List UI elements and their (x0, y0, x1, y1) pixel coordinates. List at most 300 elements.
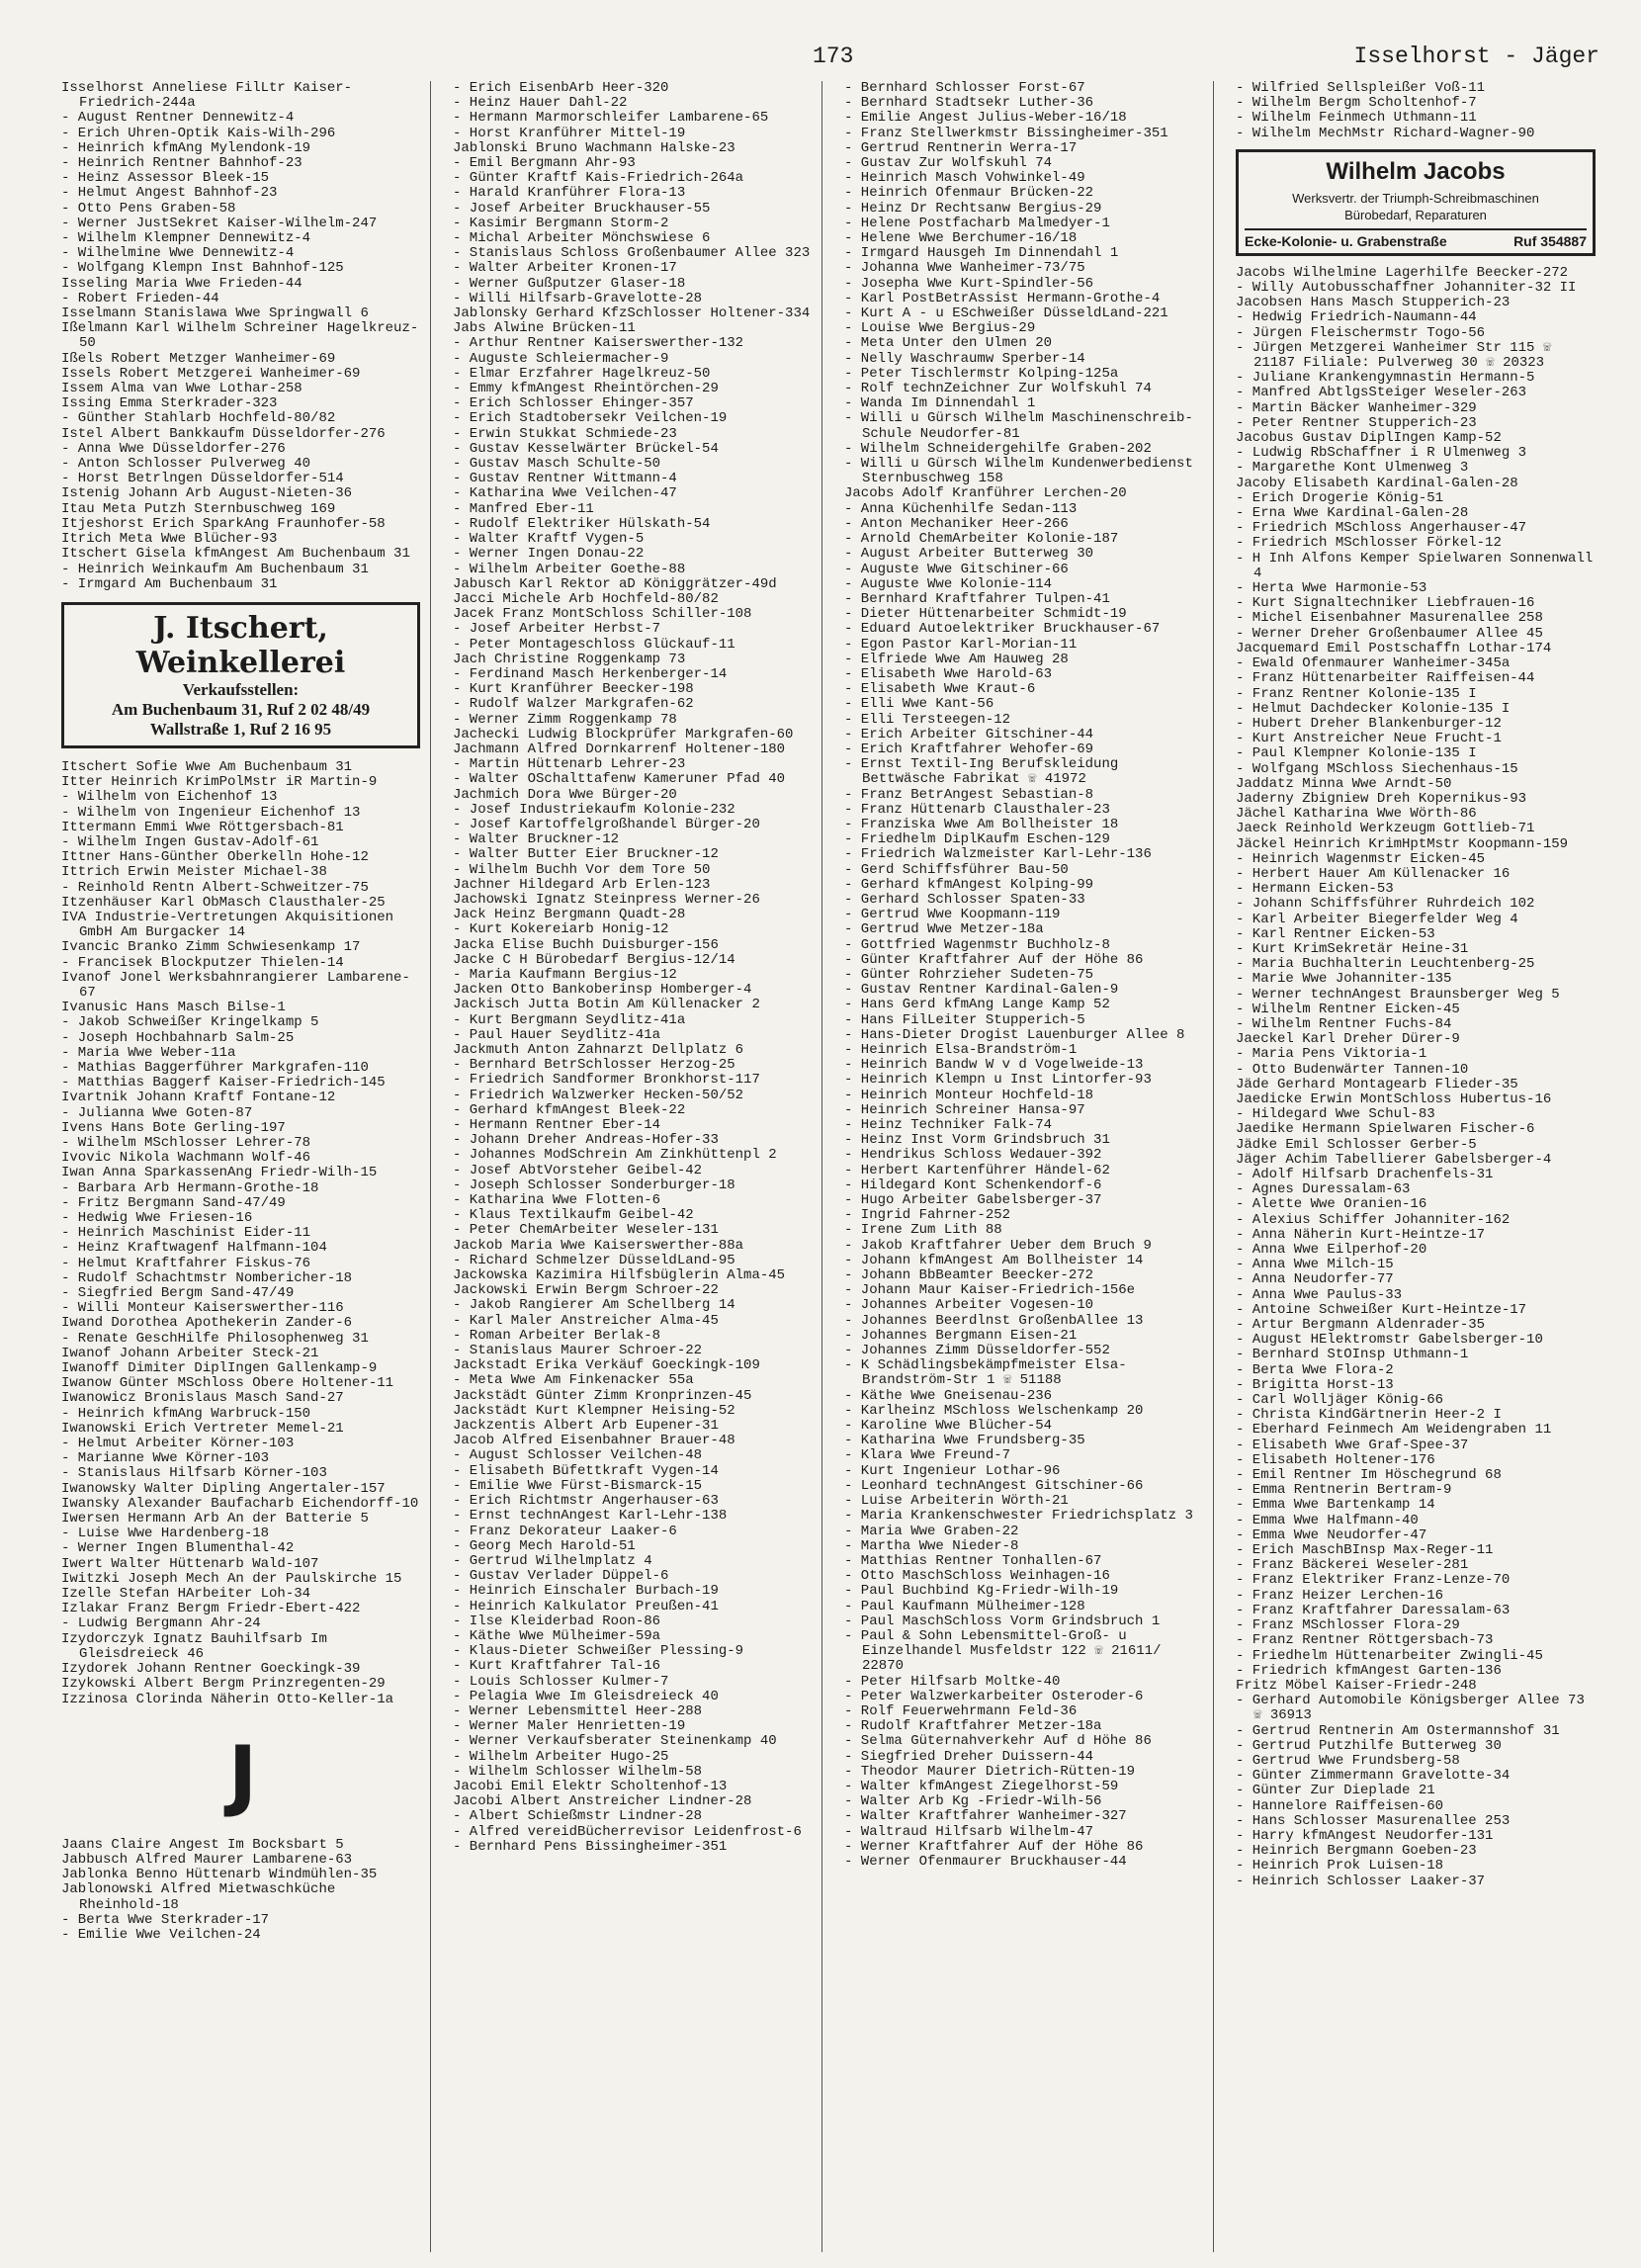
directory-entry: Ivartnik Johann Kraftf Fontane-12 (61, 1090, 336, 1106)
directory-entry: - Ferdinand Masch Herkenberger-14 (453, 665, 728, 682)
directory-entry: - Gustav Masch Schulte-50 (453, 456, 661, 473)
directory-entry: - Karl Maler Anstreicher Alma-45 (453, 1312, 719, 1329)
directory-entry: - Hedwig Friedrich-Naumann-44 (1236, 309, 1477, 326)
column-3 (844, 81, 1214, 2252)
directory-entry: - Kurt Kokereiarb Honig-12 (453, 921, 669, 938)
directory-entry: - Gertrud Wwe Koopmann-119 (844, 907, 1061, 923)
directory-entry: - Johann Dreher Andreas-Hofer-33 (453, 1132, 719, 1149)
directory-entry: - Francisek Blockputzer Thielen-14 (61, 954, 344, 971)
directory-entry: - Wilhelm Rentner Eicken-45 (1236, 1001, 1460, 1017)
column-4-entries-bottom (1236, 266, 1599, 1889)
directory-entry: - Emmy kfmAngest Rheintörchen-29 (453, 381, 719, 397)
directory-entry: - Ingrid Fahrner-252 (844, 1207, 1011, 1224)
directory-entry: - Anna Näherin Kurt-Heintze-17 (1236, 1226, 1486, 1243)
directory-entry: - Reinhold Rentn Albert-Schweitzer-75 (61, 879, 369, 896)
directory-entry: - Georg Mech Harold-51 (453, 1537, 636, 1554)
directory-entry: Jaderny Zbigniew Dreh Kopernikus-93 (1236, 790, 1527, 807)
directory-entry: Ißelmann Karl Wilhelm Schreiner Hagelkreuz-50 (61, 320, 419, 352)
directory-entry: - Johannes Zimm Düsseldorfer-552 (844, 1343, 1110, 1359)
page-header (0, 0, 1641, 77)
directory-entry: - Anna Wwe Milch-15 (1236, 1257, 1394, 1273)
directory-entry: - Hubert Dreher Blankenburger-12 (1236, 715, 1502, 732)
directory-entry: - Hugo Arbeiter Gabelsberger-37 (844, 1192, 1102, 1209)
directory-entry: Jacob Alfred Eisenbahner Brauer-48 (453, 1433, 735, 1449)
directory-entry: Ivanof Jonel Werksbahnrangierer Lambarene-67 (61, 969, 410, 1001)
directory-entry: Ivanusic Hans Masch Bilse-1 (61, 1000, 286, 1016)
directory-entry: Jacobus Gustav DiplIngen Kamp-52 (1236, 430, 1502, 447)
directory-entry: - Katharina Wwe Frundsberg-35 (844, 1433, 1085, 1449)
directory-entry: - Erich Schlosser Ehinger-357 (453, 395, 694, 412)
directory-entry: - Heinrich Bergmann Goeben-23 (1236, 1843, 1477, 1860)
running-head: Isselhorst - Jäger (1353, 44, 1599, 69)
directory-entry: - Gustav Verlader Düppel-6 (453, 1568, 669, 1585)
ad-title: J. Itschert, Weinkellerei (135, 610, 346, 680)
directory-entry: - Siegfried Dreher Duissern-44 (844, 1748, 1094, 1765)
directory-entry: - Elisabeth Wwe Harold-63 (844, 665, 1053, 682)
directory-entry: Isselmann Stanislawa Wwe Springwall 6 (61, 305, 369, 322)
directory-entry: - Franz BetrAngest Sebastian-8 (844, 786, 1094, 803)
directory-entry: - Wilhelm Schneidergehilfe Graben-202 (844, 440, 1152, 457)
directory-entry: - Emilie Angest Julius-Weber-16/18 (844, 110, 1127, 127)
directory-entry: - Heinrich Elsa-Brandström-1 (844, 1042, 1078, 1058)
directory-entry: - Käthe Wwe Mülheimer-59a (453, 1627, 661, 1644)
directory-entry: Istenig Johann Arb August-Nieten-36 (61, 485, 353, 502)
directory-entry: Jacken Otto Bankoberinsp Homberger-4 (453, 982, 752, 999)
directory-entry: - Harry kfmAngest Neudorfer-131 (1236, 1827, 1494, 1844)
directory-entry: - Wilhelm Arbeiter Goethe-88 (453, 561, 686, 577)
directory-entry: - Heinz Techniker Falk-74 (844, 1117, 1053, 1134)
directory-entry: - Wilhelm Ingen Gustav-Adolf-61 (61, 833, 319, 850)
directory-entry: Izydorek Johann Rentner Goeckingk-39 (61, 1661, 361, 1678)
directory-entry: - Friedrich Walzmeister Karl-Lehr-136 (844, 846, 1152, 863)
directory-entry: - Maria Wwe Weber-11a (61, 1044, 236, 1061)
directory-entry: Iwanowicz Bronislaus Masch Sand-27 (61, 1390, 344, 1407)
directory-entry: - Heinrich Einschaler Burbach-19 (453, 1583, 719, 1600)
directory-entry: - Jürgen Metzgerei Wanheimer Str 115 ☏ 21187 Filiale: Pulverweg 30 ☏ 20323 (1236, 339, 1552, 372)
directory-entry: Iwan Anna SparkassenAng Friedr-Wilh-15 (61, 1165, 378, 1181)
directory-entry: - Franz Elektriker Franz-Lenze-70 (1236, 1572, 1511, 1589)
directory-entry: - Ludwig Bergmann Ahr-24 (61, 1615, 261, 1632)
directory-entry: Jabbusch Alfred Maurer Lambarene-63 (61, 1851, 353, 1868)
directory-entry: - Peter ChemArbeiter Weseler-131 (453, 1222, 719, 1239)
directory-entry: - Peter Tischlermstr Kolping-125a (844, 365, 1119, 382)
directory-entry: - Peter Hilfsarb Moltke-40 (844, 1673, 1061, 1690)
directory-entry: - Harald Kranführer Flora-13 (453, 185, 686, 202)
directory-entry: Ittner Hans-Günther Oberkelln Hohe-12 (61, 849, 369, 866)
directory-entry: - Erna Wwe Kardinal-Galen-28 (1236, 505, 1469, 522)
directory-entry: - Günter Kraftf Kais-Friedrich-264a (453, 170, 744, 187)
directory-entry: - Karlheinz MSchloss Welschenkamp 20 (844, 1402, 1144, 1419)
directory-entry: - Kurt Kraftfahrer Tal-16 (453, 1658, 661, 1675)
directory-entry: Jaeck Reinhold Werkzeugm Gottlieb-71 (1236, 821, 1535, 837)
directory-entry: - Antoine Schweißer Kurt-Heintze-17 (1236, 1301, 1527, 1318)
directory-entry: - Herbert Hauer Am Küllenacker 16 (1236, 865, 1511, 882)
directory-entry: - Heinrich Monteur Hochfeld-18 (844, 1087, 1094, 1103)
directory-entry: - Franz Heizer Lerchen-16 (1236, 1587, 1444, 1604)
directory-entry: Jäckel Heinrich KrimHptMstr Koopmann-159 (1236, 835, 1569, 852)
directory-entry: - Ernst Textil-Ing Berufskleidung Bettwäsche Fabrikat ☏ 41972 (844, 756, 1119, 788)
directory-entry: - Marianne Wwe Körner-103 (61, 1450, 270, 1467)
directory-entry: - Gertrud Rentnerin Werra-17 (844, 139, 1078, 156)
directory-entry: - Kurt Kranführer Beecker-198 (453, 681, 694, 698)
directory-entry: - Gustav Rentner Wittmann-4 (453, 471, 677, 487)
directory-entry: - Heinrich Ofenmaur Brücken-22 (844, 185, 1094, 202)
directory-entry: Jacoby Elisabeth Kardinal-Galen-28 (1236, 475, 1518, 491)
directory-entry: - Waltraud Hilfsarb Wilhelm-47 (844, 1823, 1094, 1840)
directory-entry: Jacobs Wilhelmine Lagerhilfe Beecker-272 (1236, 264, 1569, 281)
directory-entry: - Mathias Baggerführer Markgrafen-110 (61, 1059, 369, 1076)
directory-entry: - Emma Wwe Halfmann-40 (1236, 1512, 1419, 1528)
directory-entry: - Wilhelm Klempner Dennewitz-4 (61, 230, 311, 247)
directory-entry: - Fritz Bergmann Sand-47/49 (61, 1194, 286, 1211)
directory-entry: - Rudolf Walzer Markgrafen-62 (453, 696, 694, 713)
directory-entry: - Carl Wolljäger König-66 (1236, 1392, 1444, 1409)
directory-entry: Iwanoff Dimiter DiplIngen Gallenkamp-9 (61, 1360, 378, 1377)
directory-entry: - Willy Autobusschaffner Johanniter-32 II (1236, 280, 1577, 297)
directory-entry: Jabs Alwine Brücken-11 (453, 320, 636, 337)
directory-entry: - Berta Wwe Flora-2 (1236, 1361, 1394, 1378)
directory-entry: - Hans FilLeiter Stupperich-5 (844, 1011, 1085, 1028)
directory-entry: - Josef Arbeiter Bruckhauser-55 (453, 200, 711, 217)
section-letter: J (227, 1730, 258, 1820)
directory-entry: - Franz Bäckerei Weseler-281 (1236, 1557, 1469, 1574)
directory-entry: - Johann BbBeamter Beecker-272 (844, 1267, 1094, 1284)
directory-entry: - Kurt A - u ESchweißer DüsseldLand-221 (844, 305, 1168, 322)
directory-entry: Jacka Elise Buchh Duisburger-156 (453, 936, 719, 953)
column-2-entries (453, 81, 816, 1855)
directory-entry: - Willi u Gürsch Wilhelm Kundenwerbedienst Sternbuschweg 158 (844, 456, 1193, 487)
directory-entry: - Anna Wwe Paulus-33 (1236, 1286, 1403, 1303)
directory-entry: - Friedrich MSchloss Angerhauser-47 (1236, 520, 1527, 537)
column-4-entries-top (1236, 81, 1599, 141)
directory-entry: - Alette Wwe Oranien-16 (1236, 1196, 1427, 1213)
directory-entry: - Franz Hüttenarbeiter Raiffeisen-44 (1236, 670, 1535, 687)
directory-entry: - Franz Stellwerkmstr Bissingheimer-351 (844, 125, 1168, 141)
directory-entry: Izzinosa Clorinda Näherin Otto-Keller-1a (61, 1691, 394, 1707)
directory-entry: - Emma Wwe Neudorfer-47 (1236, 1527, 1427, 1543)
directory-entry: - Egon Pastor Karl-Morian-11 (844, 636, 1078, 653)
directory-entry: - Bernhard Stadtsekr Luther-36 (844, 95, 1094, 112)
directory-entry: - Johannes Beerdlnst GroßenbAllee 13 (844, 1312, 1144, 1329)
directory-entry: Izelle Stefan HArbeiter Loh-34 (61, 1586, 311, 1603)
column-3-entries (844, 81, 1207, 1870)
directory-entry: - Meta Unter den Ulmen 20 (844, 335, 1053, 352)
directory-entry: - Elli Wwe Kant-56 (844, 696, 994, 713)
directory-entry: - Heinrich Rentner Bahnhof-23 (61, 155, 302, 172)
directory-entry: - Willi Monteur Kaiserswerther-116 (61, 1300, 344, 1317)
directory-entry: - Michel Eisenbahner Masurenallee 258 (1236, 610, 1543, 627)
directory-entry: Jaans Claire Angest Im Bocksbart 5 (61, 1836, 344, 1853)
directory-entry: - Anton Schlosser Pulverweg 40 (61, 456, 311, 473)
directory-entry: Iwanowski Erich Vertreter Memel-21 (61, 1420, 344, 1437)
directory-entry: - Bernhard Schlosser Forst-67 (844, 81, 1085, 96)
directory-entry: - Juliane Krankengymnastin Hermann-5 (1236, 370, 1535, 387)
directory-entry: - Wilhelm Feinmech Uthmann-11 (1236, 110, 1477, 127)
directory-entry: - Wilfried Sellspleißer Voß-11 (1236, 81, 1486, 96)
directory-entry: Jackob Maria Wwe Kaiserswerther-88a (453, 1237, 744, 1254)
directory-entry: - Helene Wwe Berchumer-16/18 (844, 230, 1078, 247)
directory-entry: Jabusch Karl Rektor aD Königgrätzer-49d (453, 575, 777, 592)
directory-entry: Itzenhäuser Karl ObMasch Clausthaler-25 (61, 894, 386, 911)
directory-entry: Izydorczyk Ignatz Bauhilfsarb Im Gleisdreieck 46 (61, 1630, 327, 1662)
directory-entry: Isseling Maria Wwe Frieden-44 (61, 275, 302, 292)
directory-entry: - Anna Neudorfer-77 (1236, 1271, 1394, 1288)
directory-entry: - Ilse Kleiderbad Roon-86 (453, 1613, 661, 1629)
directory-entry: - Jakob Schweißer Kringelkamp 5 (61, 1014, 319, 1031)
directory-entry: - Walter OSchalttafenw Kameruner Pfad 40 (453, 771, 786, 788)
directory-entry: Fritz Möbel Kaiser-Friedr-248 (1236, 1677, 1477, 1694)
directory-entry: - Willi u Gürsch Wilhelm Maschinenschreib-Schule Neudorfer-81 (844, 410, 1193, 442)
directory-entry: Jablonsky Gerhard KfzSchlosser Holtener-334 (453, 305, 811, 322)
directory-entry: - Josepha Wwe Kurt-Spindler-56 (844, 275, 1094, 292)
directory-entry: - Emil Rentner Im Höschegrund 68 (1236, 1467, 1502, 1484)
directory-entry: - Wilhelm MechMstr Richard-Wagner-90 (1236, 125, 1535, 141)
directory-entry: - Wilhelm Arbeiter Hugo-25 (453, 1748, 669, 1765)
directory-entry: - Elfriede Wwe Am Hauweg 28 (844, 651, 1069, 667)
directory-entry: - Peter Walzwerkarbeiter Osteroder-6 (844, 1688, 1144, 1704)
directory-entry: - Roman Arbeiter Berlak-8 (453, 1327, 661, 1344)
directory-entry: - K Schädlingsbekämpfmeister Elsa-Brandström-Str 1 ☏ 51188 (844, 1357, 1127, 1389)
directory-entry: - Emilie Wwe Veilchen-24 (61, 1926, 261, 1943)
directory-entry: - Heinrich Wagenmstr Eicken-45 (1236, 850, 1486, 867)
directory-entry: - Wilhelm Schlosser Wilhelm-58 (453, 1763, 703, 1780)
directory-entry: - Bernhard Kraftfahrer Tulpen-41 (844, 590, 1110, 607)
directory-entry: - Werner Verkaufsberater Steinenkamp 40 (453, 1733, 777, 1750)
directory-entry: Jäger Achim Tabellierer Gabelsberger-4 (1236, 1151, 1552, 1168)
directory-entry: - Elmar Erzfahrer Hagelkreuz-50 (453, 365, 711, 382)
directory-entry: Jackstadt Erika Verkäuf Goeckingk-109 (453, 1357, 760, 1374)
directory-entry: - Paul MaschSchloss Vorm Grindsbruch 1 (844, 1613, 1161, 1629)
directory-entry: - Klaus-Dieter Schweißer Plessing-9 (453, 1643, 744, 1660)
directory-entry: - Walter Butter Eier Bruckner-12 (453, 846, 719, 863)
directory-entry: - Emil Bergmann Ahr-93 (453, 155, 636, 172)
directory-entry: - Maria Buchhalterin Leuchtenberg-25 (1236, 956, 1535, 973)
directory-entry: Isselhorst Anneliese FilLtr Kaiser-Friedrich-244a (61, 81, 353, 112)
directory-entry: - Ludwig RbSchaffner i R Ulmenweg 3 (1236, 445, 1527, 462)
directory-entry: - Gertrud Wilhelmplatz 4 (453, 1552, 652, 1569)
directory-entry: - Artur Bergmann Aldenrader-35 (1236, 1317, 1486, 1334)
directory-entry: - Wilhelm Bergm Scholtenhof-7 (1236, 95, 1477, 112)
directory-entry: Jacobsen Hans Masch Stupperich-23 (1236, 295, 1511, 311)
directory-entry: Jaeckel Karl Dreher Dürer-9 (1236, 1031, 1460, 1048)
directory-entry: - Friedhelm DiplKaufm Eschen-129 (844, 831, 1110, 848)
directory-entry: - Irene Zum Lith 88 (844, 1222, 1002, 1239)
directory-entry: - Elisabeth Büfettkraft Vygen-14 (453, 1462, 719, 1479)
directory-entry: - Maria Krankenschwester Friedrichsplatz 3 (844, 1508, 1193, 1525)
directory-entry: - Heinz Inst Vorm Grindsbruch 31 (844, 1132, 1110, 1149)
directory-entry: - Otto MaschSchloss Weinhagen-16 (844, 1568, 1110, 1585)
ad-phone: Ruf 354887 (1513, 232, 1587, 249)
directory-entry: - Horst Kranführer Mittel-19 (453, 125, 686, 141)
directory-entry: - Manfred AbtlgsSteiger Weseler-263 (1236, 385, 1527, 401)
directory-entry: Itschert Gisela kfmAngest Am Buchenbaum 31 (61, 546, 410, 563)
directory-entry: - Hannelore Raiffeisen-60 (1236, 1797, 1444, 1814)
directory-entry: - Elisabeth Holtener-176 (1236, 1451, 1435, 1468)
directory-entry: - Theodor Maurer Dietrich-Rütten-19 (844, 1763, 1136, 1780)
directory-entry: - Erich EisenbArb Heer-320 (453, 81, 669, 96)
directory-entry: - Günter Kraftfahrer Auf der Höhe 86 (844, 951, 1144, 968)
directory-entry: - Heinrich Schreiner Hansa-97 (844, 1101, 1085, 1118)
directory-entry: - Wolfgang MSchloss Siechenhaus-15 (1236, 760, 1518, 777)
column-1-entries-top (61, 81, 424, 592)
directory-entry: Jäde Gerhard Montagearb Flieder-35 (1236, 1076, 1518, 1092)
directory-entry: - Friedhelm Hüttenarbeiter Zwingli-45 (1236, 1647, 1543, 1664)
directory-entry: Jacobi Emil Elektr Scholtenhof-13 (453, 1778, 728, 1794)
directory-entry: - Franziska Wwe Am Bollheister 18 (844, 816, 1119, 832)
directory-entry: - Josef Industriekaufm Kolonie-232 (453, 801, 735, 818)
directory-entry: - Friedrich Sandformer Bronkhorst-117 (453, 1072, 760, 1089)
directory-entry: - Leonhard technAngest Gitschiner-66 (844, 1477, 1144, 1494)
directory-entry: - Paul Klempner Kolonie-135 I (1236, 745, 1477, 762)
directory-entry: - Wilhelm von Eichenhof 13 (61, 789, 278, 806)
directory-entry: Jablonski Bruno Wachmann Halske-23 (453, 139, 735, 156)
directory-entry: - Rudolf Schachtmstr Nombericher-18 (61, 1269, 353, 1286)
directory-entry: IVA Industrie-Vertretungen Akquisitionen GmbH Am Burgacker 14 (61, 909, 394, 941)
directory-entry: Itschert Sofie Wwe Am Buchenbaum 31 (61, 758, 353, 775)
directory-entry: - Erich Uhren-Optik Kais-Wilh-296 (61, 125, 336, 141)
directory-entry: - Hermann Marmorschleifer Lambarene-65 (453, 110, 769, 127)
directory-entry: - Heinz Assessor Bleek-15 (61, 170, 270, 187)
directory-entry: - Gertrud Wwe Metzer-18a (844, 921, 1044, 938)
directory-entry: Iwanow Günter MSchloss Obere Holtener-11 (61, 1375, 394, 1392)
directory-entry: Jacci Michele Arb Hochfeld-80/82 (453, 590, 719, 607)
directory-entry: - Gerhard kfmAngest Kolping-99 (844, 876, 1094, 893)
directory-entry: Issem Alma van Wwe Lothar-258 (61, 381, 302, 397)
directory-entry: - Gerhard Automobile Königsberger Allee 73 ☏ 36913 (1236, 1693, 1585, 1724)
directory-entry: - Ernst technAngest Karl-Lehr-138 (453, 1508, 728, 1525)
directory-entry: - Werner Dreher Großenbaumer Allee 45 (1236, 625, 1543, 642)
directory-entry: - Dieter Hüttenarbeiter Schmidt-19 (844, 606, 1127, 623)
directory-entry: - Franz Kraftfahrer Daressalam-63 (1236, 1602, 1511, 1618)
directory-entry: - Wolfgang Klempn Inst Bahnhof-125 (61, 260, 344, 277)
directory-entry: - Alexius Schiffer Johanniter-162 (1236, 1211, 1511, 1228)
directory-entry: - Walter kfmAngest Ziegelhorst-59 (844, 1778, 1119, 1794)
directory-entry: - Ewald Ofenmaurer Wanheimer-345a (1236, 655, 1511, 672)
ad-line: Bürobedarf, Reparaturen (1344, 207, 1487, 222)
directory-entry: - Kasimir Bergmann Storm-2 (453, 215, 669, 231)
directory-entry: - Maria Kaufmann Bergius-12 (453, 966, 677, 983)
directory-entry: Iwansky Alexander Baufacharb Eichendorff-10 (61, 1495, 419, 1512)
directory-entry: - August Arbeiter Butterweg 30 (844, 546, 1094, 563)
ad-title: Wilhelm Jacobs (1326, 157, 1506, 185)
directory-entry: - Anna Küchenhilfe Sedan-113 (844, 500, 1078, 517)
directory-entry: - Auguste Wwe Kolonie-114 (844, 575, 1053, 592)
directory-entry: - Matthias Baggerf Kaiser-Friedrich-145 (61, 1075, 386, 1091)
directory-entry: - Hendrikus Schloss Wedauer-392 (844, 1147, 1102, 1164)
directory-entry: Ivancic Branko Zimm Schwiesenkamp 17 (61, 939, 361, 956)
directory-entry: - Elisabeth Wwe Kraut-6 (844, 681, 1036, 698)
directory-entry: Issing Emma Sterkrader-323 (61, 395, 278, 412)
directory-entry: - Marie Wwe Johanniter-135 (1236, 971, 1452, 988)
directory-entry: - Luise Wwe Hardenberg-18 (61, 1526, 270, 1542)
directory-entry: - Maria Wwe Graben-22 (844, 1523, 1019, 1539)
directory-entry: Iwand Dorothea Apothekerin Zander-6 (61, 1315, 353, 1332)
directory-entry: - Wilhelm von Ingenieur Eichenhof 13 (61, 804, 361, 821)
directory-entry: - Auguste Wwe Gitschiner-66 (844, 561, 1069, 577)
directory-entry: Jacobs Adolf Kranführer Lerchen-20 (844, 485, 1127, 502)
directory-entry: Iwersen Hermann Arb An der Batterie 5 (61, 1511, 369, 1527)
directory-entry: - Gertrud Putzhilfe Butterweg 30 (1236, 1737, 1502, 1754)
directory-entry: - Irmgard Am Buchenbaum 31 (61, 575, 278, 592)
directory-entry: - Arnold ChemArbeiter Kolonie-187 (844, 531, 1119, 548)
directory-entry: - Hedwig Wwe Friesen-16 (61, 1210, 253, 1226)
column-1-entries-middle (61, 760, 424, 1707)
column-1-entries-bottom (61, 1838, 424, 1943)
directory-entry: - Karl Rentner Eicken-53 (1236, 925, 1435, 942)
directory-entry: - Karl Arbeiter Biegerfelder Weg 4 (1236, 911, 1518, 927)
directory-entry: - Stanislaus Hilfsarb Körner-103 (61, 1465, 327, 1482)
directory-entry: - Hildegard Kont Schenkendorf-6 (844, 1177, 1102, 1193)
directory-entry: - Herta Wwe Harmonie-53 (1236, 580, 1427, 597)
directory-entry: - Werner Ingen Blumenthal-42 (61, 1540, 295, 1557)
directory-entry: - Josef Arbeiter Herbst-7 (453, 621, 661, 638)
directory-entry: - Adolf Hilfsarb Drachenfels-31 (1236, 1167, 1494, 1182)
directory-entry: - Heinz Hauer Dahl-22 (453, 95, 628, 112)
directory-entry: - Gerhard Schlosser Spaten-33 (844, 891, 1085, 908)
directory-entry: - Karoline Wwe Blücher-54 (844, 1418, 1053, 1435)
directory-entry: - Eberhard Feinmech Am Weidengraben 11 (1236, 1422, 1552, 1439)
directory-entry: - Brigitta Horst-13 (1236, 1376, 1394, 1393)
page-number: 173 (813, 44, 854, 69)
directory-entry: - Werner Lebensmittel Heer-288 (453, 1702, 703, 1719)
directory-entry: - Werner Kraftfahrer Auf der Höhe 86 (844, 1838, 1144, 1855)
ad-line: Werksvertr. der Triumph-Schreibmaschinen (1292, 190, 1539, 206)
directory-entry: - Gustav Zur Wolfskuhl 74 (844, 155, 1053, 172)
directory-entry: - Werner Ofenmaurer Bruckhauser-44 (844, 1853, 1127, 1870)
directory-entry: - Gertrud Rentnerin Am Ostermannshof 31 (1236, 1722, 1560, 1739)
directory-entry: Jackzentis Albert Arb Eupener-31 (453, 1418, 719, 1435)
directory-entry: - Kurt Bergmann Seydlitz-41a (453, 1011, 686, 1028)
directory-entry: - Helmut Angest Bahnhof-23 (61, 185, 278, 202)
directory-entry: - Franz Rentner Röttgersbach-73 (1236, 1632, 1494, 1649)
directory-entry: - Renate GeschHilfe Philosophenweg 31 (61, 1330, 369, 1347)
directory-entry: - Werner JustSekret Kaiser-Wilhelm-247 (61, 215, 378, 231)
directory-entry: - Wilhelm MSchlosser Lehrer-78 (61, 1134, 311, 1151)
directory-entry: - Joseph Hochbahnarb Salm-25 (61, 1029, 295, 1046)
directory-entry: - Heinrich Klempn u Inst Lintorfer-93 (844, 1072, 1152, 1089)
directory-entry: - Kurt Anstreicher Neue Frucht-1 (1236, 731, 1502, 747)
directory-entry: - Berta Wwe Sterkrader-17 (61, 1911, 270, 1928)
directory-entry: - Gottfried Wagenmstr Buchholz-8 (844, 936, 1110, 953)
directory-entry: - Erwin Stukkat Schmiede-23 (453, 425, 677, 442)
directory-entry: Jackmuth Anton Zahnarzt Dellplatz 6 (453, 1042, 744, 1058)
directory-entry: - Anton Mechaniker Heer-266 (844, 515, 1069, 532)
directory-entry: - Erich Arbeiter Gitschiner-44 (844, 726, 1094, 742)
ad-line: Am Buchenbaum 31, Ruf 2 02 48/49 (111, 699, 371, 719)
directory-entry: - Werner technAngest Braunsberger Weg 5 (1236, 986, 1560, 1003)
directory-entry: - Werner Zimm Roggenkamp 78 (453, 711, 677, 728)
directory-entry: - Helmut Arbeiter Körner-103 (61, 1436, 295, 1452)
directory-entry: - Heinrich kfmAng Mylendonk-19 (61, 139, 311, 156)
directory-entry: Istel Albert Bankkaufm Düsseldorfer-276 (61, 425, 386, 442)
directory-entry: - Jakob Kraftfahrer Ueber dem Bruch 9 (844, 1237, 1152, 1254)
directory-entry: - Walter Arbeiter Kronen-17 (453, 260, 677, 277)
directory-entry: - Otto Pens Graben-58 (61, 200, 236, 217)
directory-entry: - Hans Schlosser Masurenallee 253 (1236, 1812, 1511, 1829)
directory-entry: - Heinz Kraftwagenf Halfmann-104 (61, 1240, 327, 1257)
ad-address: Ecke-Kolonie- u. Grabenstraße (1245, 232, 1447, 249)
directory-entry: - Martin Bäcker Wanheimer-329 (1236, 399, 1477, 416)
directory-entry: - Jürgen Fleischermstr Togo-56 (1236, 324, 1486, 341)
column-2 (453, 81, 822, 2252)
directory-entry: - Robert Frieden-44 (61, 290, 219, 306)
directory-entry: - Emma Wwe Bartenkamp 14 (1236, 1497, 1435, 1514)
directory-entry: Jackowska Kazimira Hilfsbüglerin Alma-45 (453, 1267, 786, 1284)
directory-entry: - Kurt Signaltechniker Liebfrauen-16 (1236, 595, 1535, 612)
directory-entry: - Gustav Kesselwärter Brückel-54 (453, 440, 719, 457)
directory-entry: - Wilhelmine Wwe Dennewitz-4 (61, 245, 295, 262)
directory-entry: - August Schlosser Veilchen-48 (453, 1447, 703, 1464)
